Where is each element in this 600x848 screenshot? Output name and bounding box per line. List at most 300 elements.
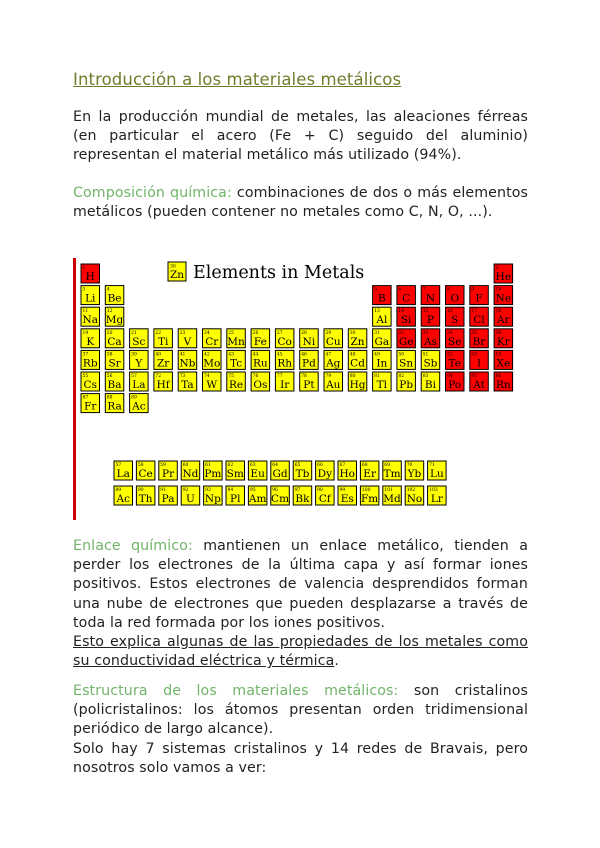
element-number: 31 [374, 330, 380, 336]
element-symbol: Ca [107, 335, 122, 348]
element-cell-no-a13 [405, 486, 424, 505]
composition-text: combinaciones de dos o más elementos metálicos (pueden contener no metales como C, N, O, ...). [73, 185, 529, 221]
title-element-symbol: Zn [169, 269, 185, 281]
element-symbol: La [132, 379, 146, 391]
element-symbol: Th [138, 493, 153, 505]
element-number: 61 [205, 463, 211, 468]
element-cell-ca-m19 [105, 329, 124, 348]
element-number: 101 [384, 488, 393, 493]
element-number: 91 [160, 488, 167, 493]
element-number: 10 [495, 287, 502, 293]
element-number: 92 [182, 488, 189, 493]
element-cell-br-m34 [470, 329, 489, 348]
element-number: 28 [301, 330, 307, 336]
intro-text: En la producción mundial de metales, las aleaciones férreas (en particular el acero (Fe + C) seguido del aluminio) representan el material metálico más utilizado (94%). [73, 109, 528, 164]
element-symbol: Bi [424, 379, 436, 391]
element-symbol: As [423, 335, 437, 348]
element-cell-si-m13 [397, 307, 416, 326]
element-symbol: Zn [350, 335, 365, 348]
element-symbol: Si [400, 314, 412, 327]
element-number: 32 [398, 330, 405, 336]
element-cell-pb-m67 [397, 372, 416, 391]
element-number: 79 [325, 374, 332, 379]
element-symbol: Fr [84, 400, 97, 413]
element-symbol: Sn [399, 357, 414, 370]
composition-term: Composición química: [73, 185, 232, 201]
element-number: 11 [82, 309, 89, 315]
element-cell-b-m4 [373, 286, 392, 305]
element-cell-u-a3 [181, 486, 200, 505]
element-cell-ru-m43 [251, 350, 270, 369]
element-symbol: Pd [302, 357, 316, 370]
element-number: 99 [339, 488, 346, 493]
element-cell-tc-m42 [227, 350, 246, 369]
element-number: 83 [422, 374, 429, 379]
element-cell-at-m70 [470, 372, 489, 391]
element-symbol: Ag [326, 357, 341, 370]
element-symbol: Sm [226, 468, 244, 480]
element-symbol: C [402, 292, 411, 305]
element-number: 8 [447, 287, 450, 293]
element-cell-fm-a11 [360, 486, 379, 505]
element-number: 43 [228, 352, 235, 358]
element-symbol: Lr [430, 493, 443, 505]
element-number: 6 [398, 287, 402, 293]
element-number: 1 [82, 266, 86, 271]
element-number: 21 [131, 330, 137, 336]
intro-paragraph [73, 108, 528, 166]
element-symbol: Pl [230, 493, 241, 505]
element-symbol: Al [376, 314, 388, 327]
element-number: 9 [471, 287, 475, 293]
element-symbol: I [476, 357, 482, 370]
element-cell-lr-a14 [428, 486, 447, 505]
element-number: 4 [106, 287, 110, 293]
element-number: 52 [447, 352, 453, 358]
element-symbol: Na [82, 314, 98, 327]
figure-left-edge [73, 258, 76, 520]
element-cell-cs-m54 [81, 372, 100, 391]
element-symbol: Te [448, 357, 461, 370]
element-symbol: Pb [399, 379, 414, 391]
element-symbol: S [451, 314, 459, 327]
element-cell-pm-l4 [204, 461, 223, 480]
element-cell-nb-m40 [178, 350, 197, 369]
element-cell-gd-l7 [271, 461, 290, 480]
structure-term: Estructura de los materiales metálicos: [73, 683, 399, 699]
element-number: 84 [447, 374, 453, 379]
element-symbol: Rh [277, 357, 292, 370]
element-number: 12 [106, 309, 113, 315]
element-number: 42 [204, 352, 210, 358]
element-cell-os-m61 [251, 372, 270, 391]
element-cell-tm-l12 [383, 461, 402, 480]
element-cell-nd-l3 [181, 461, 200, 480]
element-cell-zr-m39 [154, 350, 173, 369]
element-symbol: Yb [407, 468, 422, 480]
element-symbol: Be [107, 292, 122, 305]
element-cell-yb-l13 [405, 461, 424, 480]
element-symbol: Mg [105, 314, 124, 327]
element-symbol: Sr [108, 357, 121, 370]
element-number: 67 [339, 463, 346, 468]
element-number: 25 [228, 330, 235, 336]
element-cell-fr-m72 [81, 394, 100, 413]
element-cell-ho-l10 [338, 461, 357, 480]
element-number: 7 [422, 287, 426, 293]
element-symbol: No [406, 493, 423, 505]
element-number: 85 [471, 374, 478, 379]
element-number: 30 [349, 330, 356, 336]
element-cell-lu-l14 [428, 461, 447, 480]
element-cell-be-m3 [105, 286, 124, 305]
element-cell-ir-m62 [275, 372, 294, 391]
element-cell-md-a12 [383, 486, 402, 505]
element-number: 18 [495, 309, 502, 315]
element-cell-se-m33 [446, 329, 465, 348]
element-cell-ag-m46 [324, 350, 343, 369]
element-cell-ne-m9 [494, 286, 512, 305]
element-symbol: Br [472, 335, 486, 348]
element-cell-cd-m47 [348, 350, 367, 369]
element-cell-ce-l1 [136, 461, 155, 480]
element-number: 63 [249, 463, 256, 468]
element-number: 69 [384, 463, 391, 468]
element-number: 15 [422, 309, 429, 315]
element-cell-ge-m31 [397, 329, 416, 348]
element-cell-n-m6 [421, 286, 440, 305]
element-symbol: Pm [204, 468, 222, 480]
element-symbol: Ti [157, 335, 169, 348]
element-cell-la-m56 [130, 372, 149, 391]
element-cell-rb-m36 [81, 350, 100, 369]
element-symbol: Os [253, 379, 268, 391]
element-symbol: Tm [383, 468, 401, 480]
composition-paragraph [73, 184, 528, 222]
element-cell-ni-m27 [300, 329, 319, 348]
element-cell-ti-m21 [154, 329, 173, 348]
element-number: 54 [495, 352, 502, 358]
element-number: 97 [294, 488, 301, 493]
element-number: 58 [137, 463, 144, 468]
element-cell-sc-m20 [130, 329, 149, 348]
element-cell-in-m48 [373, 350, 392, 369]
element-cell-kr-m35 [494, 329, 512, 348]
element-number: 24 [204, 330, 210, 336]
element-symbol: Li [85, 292, 96, 305]
element-number: 71 [429, 463, 435, 468]
element-symbol: Cl [473, 314, 485, 327]
element-number: 53 [471, 352, 478, 358]
element-symbol: Ra [107, 400, 122, 413]
element-number: 40 [155, 352, 162, 358]
element-symbol: Fe [253, 335, 267, 348]
element-symbol: Ce [138, 468, 153, 480]
element-symbol: Pr [162, 468, 175, 480]
element-symbol: Rb [82, 357, 98, 370]
bond-paragraph [73, 537, 528, 671]
element-cell-tl-m66 [373, 372, 392, 391]
element-number: 16 [447, 309, 453, 315]
element-number: 19 [82, 330, 89, 336]
element-cell-bk-a8 [293, 486, 312, 505]
element-symbol: Ta [181, 379, 194, 391]
element-number: 65 [294, 463, 301, 468]
element-cell-ba-m55 [105, 372, 124, 391]
element-cell-ac-m74 [130, 394, 149, 413]
element-cell-i-m52 [470, 350, 489, 369]
element-symbol: Ir [280, 379, 290, 391]
element-symbol: Cf [318, 493, 331, 505]
element-symbol: Cs [83, 379, 97, 391]
title-element-number: 30 [170, 264, 176, 270]
element-symbol: Zr [156, 357, 170, 370]
element-symbol: Pt [303, 379, 315, 391]
element-cell-mo-m41 [203, 350, 222, 369]
element-number: 35 [471, 330, 478, 336]
element-symbol: Ac [116, 493, 130, 505]
element-number: 36 [495, 330, 502, 336]
element-cell-ta-m58 [178, 372, 197, 391]
element-number: 72 [155, 374, 162, 379]
element-number: 94 [227, 488, 234, 493]
element-symbol: Ga [374, 335, 390, 348]
element-number: 49 [374, 352, 380, 358]
element-symbol: Co [277, 335, 292, 348]
element-symbol: B [377, 292, 386, 305]
element-symbol: Am [248, 493, 267, 505]
element-symbol: Tb [295, 468, 310, 480]
element-cell-ac-a0 [114, 486, 133, 505]
element-cell-sb-m50 [421, 350, 440, 369]
figure-title [168, 262, 364, 283]
element-cell-sm-l5 [226, 461, 245, 480]
element-symbol: Cu [325, 335, 341, 348]
element-number: 68 [361, 463, 368, 468]
element-symbol: Pa [161, 493, 175, 505]
element-number: 17 [471, 309, 478, 315]
element-number: 5 [374, 287, 377, 293]
figure-title-text: Elements in Metals [193, 263, 365, 283]
element-number: 39 [131, 352, 137, 358]
element-cell-cf-a9 [316, 486, 335, 505]
element-cell-fe-m25 [251, 329, 270, 348]
element-cell-li-m2 [81, 286, 100, 305]
element-cell-eu-l6 [248, 461, 267, 480]
element-cell-cm-a7 [271, 486, 290, 505]
element-cell-pa-a2 [159, 486, 178, 505]
element-number: 27 [276, 330, 283, 336]
element-number: 100 [361, 488, 371, 493]
page-title: Introducción a los materiales metálicos [73, 70, 402, 89]
element-number: 47 [325, 352, 332, 358]
element-number: 13 [374, 309, 380, 315]
element-cell-o-m7 [446, 286, 465, 305]
element-number: 82 [398, 374, 405, 379]
element-cell-pl-a5 [226, 486, 245, 505]
element-number: 76 [252, 374, 259, 379]
element-symbol: Cd [350, 357, 365, 370]
element-cell-pt-m63 [300, 372, 319, 391]
element-number: 87 [82, 395, 89, 401]
element-number: 60 [182, 463, 189, 468]
element-number: 56 [106, 374, 113, 379]
element-cell-mn-m24 [227, 329, 246, 348]
element-number: 20 [106, 330, 113, 336]
element-cell-am-a6 [248, 486, 267, 505]
element-symbol: Au [326, 379, 341, 391]
element-cell-re-m60 [227, 372, 246, 391]
element-number: 3 [82, 287, 86, 293]
element-symbol: Ac [132, 400, 146, 413]
element-symbol: U [186, 493, 195, 505]
element-symbol: He [495, 271, 512, 283]
element-number: 78 [301, 374, 307, 379]
element-number: 96 [272, 488, 279, 493]
element-cell-hf-m57 [154, 372, 173, 391]
element-number: 73 [179, 374, 186, 379]
element-cell-np-a4 [204, 486, 223, 505]
element-symbol: P [426, 314, 434, 327]
element-cell-he-m1 [494, 264, 512, 283]
element-cell-ar-m17 [494, 307, 512, 326]
element-cell-xe-m53 [494, 350, 512, 369]
element-cell-zn-m29 [348, 329, 367, 348]
element-cell-tb-l8 [293, 461, 312, 480]
element-number: 14 [398, 309, 405, 315]
element-symbol: Fm [361, 493, 379, 505]
element-number: 59 [160, 463, 167, 468]
element-symbol: Cm [271, 493, 290, 505]
element-cell-rh-m44 [275, 350, 294, 369]
element-number: 46 [301, 352, 307, 358]
element-number: 89 [115, 488, 122, 493]
element-symbol: Ru [253, 357, 268, 370]
element-symbol: Ne [495, 292, 512, 305]
element-number: 89 [131, 395, 137, 401]
element-cell-as-m32 [421, 329, 440, 348]
element-number: 57 [131, 374, 137, 379]
element-symbol: Ge [398, 335, 414, 348]
element-number: 77 [276, 374, 283, 379]
element-number: 57 [115, 463, 122, 468]
element-symbol: Er [363, 468, 376, 480]
element-symbol: Lu [429, 468, 444, 480]
element-cell-ra-m73 [105, 394, 124, 413]
element-cell-la-l0 [114, 461, 133, 480]
element-number: 45 [276, 352, 283, 358]
element-cell-mg-m11 [105, 307, 124, 326]
element-cell-cl-m16 [470, 307, 489, 326]
element-number: 29 [325, 330, 332, 336]
element-number: 34 [447, 330, 453, 336]
element-symbol: Tl [376, 379, 388, 391]
element-number: 37 [82, 352, 89, 358]
element-number: 2 [495, 266, 499, 271]
element-symbol: Md [383, 493, 401, 505]
element-number: 103 [429, 488, 438, 493]
element-symbol: Sb [423, 357, 438, 370]
element-symbol: Nd [182, 468, 199, 480]
element-symbol: Dy [317, 468, 333, 480]
element-symbol: N [425, 292, 436, 305]
element-number: 48 [349, 352, 356, 358]
element-cell-h-m0 [81, 264, 100, 283]
element-cell-po-m69 [446, 372, 465, 391]
element-symbol: Xe [496, 357, 511, 370]
bond-text: mantienen un enlace metálico, tienden a perder los electrones de la última capa y así formar iones positivos. Estos electrones de valencia desprendidos forman una nube de electrones que pueden desplazarse a través de toda la red formada por los iones positivos. [73, 538, 528, 631]
element-symbol: Bk [295, 493, 310, 505]
element-cell-f-m8 [470, 286, 489, 305]
element-symbol: Hf [156, 379, 170, 391]
element-number: 88 [106, 395, 113, 401]
periodic-table-figure [73, 258, 529, 520]
element-number: 90 [137, 488, 144, 493]
element-symbol: Gd [272, 468, 288, 480]
element-cell-te-m51 [446, 350, 465, 369]
element-symbol: At [473, 379, 485, 391]
element-cell-v-m22 [178, 329, 197, 348]
element-cell-th-a1 [136, 486, 155, 505]
element-number: 102 [406, 488, 416, 493]
element-symbol: W [206, 379, 218, 391]
element-number: 75 [228, 374, 235, 379]
element-cell-au-m64 [324, 372, 343, 391]
element-cell-rn-m71 [494, 372, 512, 391]
element-symbol: Y [135, 357, 143, 370]
element-symbol: O [450, 292, 460, 305]
element-number: 86 [495, 374, 502, 379]
element-symbol: Sc [132, 335, 146, 348]
element-symbol: Mn [227, 335, 245, 348]
element-number: 33 [422, 330, 429, 336]
element-symbol: F [475, 292, 483, 305]
element-symbol: Kr [496, 335, 510, 348]
element-cell-w-m59 [203, 372, 222, 391]
element-cell-dy-l9 [316, 461, 335, 480]
element-cell-cr-m23 [203, 329, 222, 348]
element-symbol: Po [448, 379, 462, 391]
element-number: 50 [398, 352, 405, 358]
element-cell-y-m38 [130, 350, 149, 369]
structure-text: son cristalinos (policristalinos: los átomos presentan orden tridimensional periódico de largo alcance). [73, 683, 528, 738]
element-number: 64 [272, 463, 279, 468]
element-number: 44 [252, 352, 259, 358]
element-number: 66 [317, 463, 323, 468]
element-number: 95 [249, 488, 256, 493]
bond-note: Esto explica algunas de las propiedades de los metales como su conductividad eléctrica y térmica [73, 634, 528, 670]
element-symbol: Rn [496, 379, 511, 391]
element-symbol: Mo [203, 357, 221, 370]
element-symbol: V [183, 335, 192, 348]
element-number: 26 [252, 330, 259, 336]
element-symbol: Ba [107, 379, 122, 391]
element-symbol: Cr [205, 335, 219, 348]
element-cell-pr-l2 [159, 461, 178, 480]
element-symbol: Ho [339, 468, 355, 480]
element-cell-er-l11 [360, 461, 379, 480]
element-symbol: H [85, 271, 95, 283]
element-symbol: Eu [250, 468, 265, 480]
structure-paragraph [73, 682, 528, 778]
element-number: 81 [374, 374, 380, 379]
element-cell-es-a10 [338, 486, 357, 505]
element-number: 23 [179, 330, 186, 336]
element-number: 93 [205, 488, 211, 493]
element-symbol: Np [204, 493, 221, 505]
element-cell-p-m14 [421, 307, 440, 326]
element-symbol: K [86, 335, 95, 348]
